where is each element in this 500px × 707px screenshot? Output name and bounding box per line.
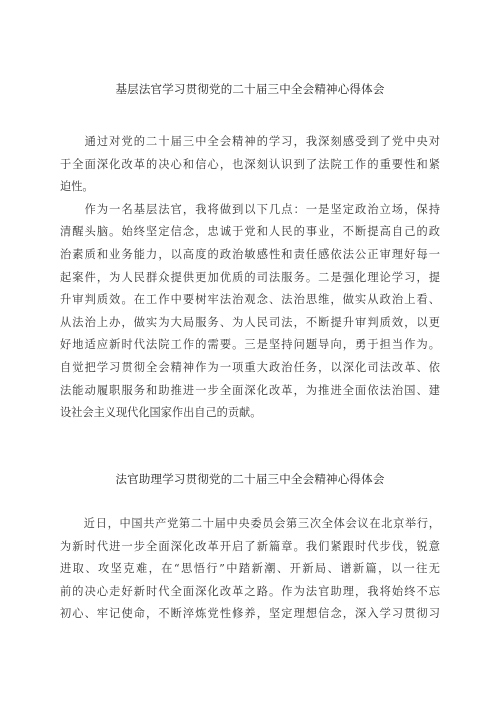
paragraph-line: 前的决心走好新时代全面深化改革之路。作为法官助理，我将始终不忘 <box>60 584 440 598</box>
paragraph-line: 于全面深化改革的决心和信心，也深刻认识到了法院工作的重要性和紧 <box>60 157 440 171</box>
paragraph-line: 法能动履职服务和助推进一步全面深化改革，为推进全面依法治国、建 <box>60 383 440 397</box>
paragraph-line: 初心、牢记使命，不断淬炼党性修养，坚定理想信念，深入学习贯彻习 <box>60 607 440 621</box>
paragraph-line: 治素质和业务能力，以高度的政治敏感性和责任感依法公正审理好每一 <box>60 247 440 261</box>
article-body <box>60 513 440 626</box>
paragraph-line: 从法治上办，做实为大局服务、为人民司法，不断提升审判质效，以更 <box>60 315 440 329</box>
paragraph-line: 为新时代进一步全面深化改革开启了新篇章。我们紧跟时代步伐，锐意 <box>60 539 440 553</box>
paragraph-line: 进取、攻坚克难，在“思悟行”中踏新潮、开新局、谱新篇，以一往无 <box>60 562 440 576</box>
paragraph-line: 升审判质效。在工作中要树牢法治观念、法治思维，做实从政治上看、 <box>60 293 440 307</box>
paragraph-line: 清醒头脑。始终坚定信念，忠诚于党和人民的事业，不断提高自己的政 <box>60 225 440 239</box>
paragraph-line: 作为一名基层法官，我将做到以下几点：一是坚定政治立场，保持 <box>60 202 440 216</box>
article-title: 法官助理学习贯彻党的二十届三中全会精神心得体会 <box>115 472 385 486</box>
article-body <box>60 131 440 425</box>
paragraph-line: 设社会主义现代化国家作出自己的贡献。 <box>60 406 262 420</box>
paragraph-line: 自觉把学习贯彻全会精神作为一项重大政治任务，以深化司法改革、依 <box>60 360 440 374</box>
paragraph-line: 近日，中国共产党第二十届中央委员会第三次全体会议在北京举行， <box>60 517 440 530</box>
article-title: 基层法官学习贯彻党的二十届三中全会精神心得体会 <box>115 82 385 96</box>
paragraph-line: 起案件，为人民群众提供更加优质的司法服务。二是强化理论学习，提 <box>60 270 440 284</box>
paragraph-line: 好地适应新时代法院工作的需要。三是坚持问题导向，勇于担当作为。 <box>60 338 440 352</box>
paragraph-line: 通过对党的二十届三中全会精神的学习，我深刻感受到了党中央对 <box>60 135 440 148</box>
paragraph-line: 迫性。 <box>60 180 94 194</box>
